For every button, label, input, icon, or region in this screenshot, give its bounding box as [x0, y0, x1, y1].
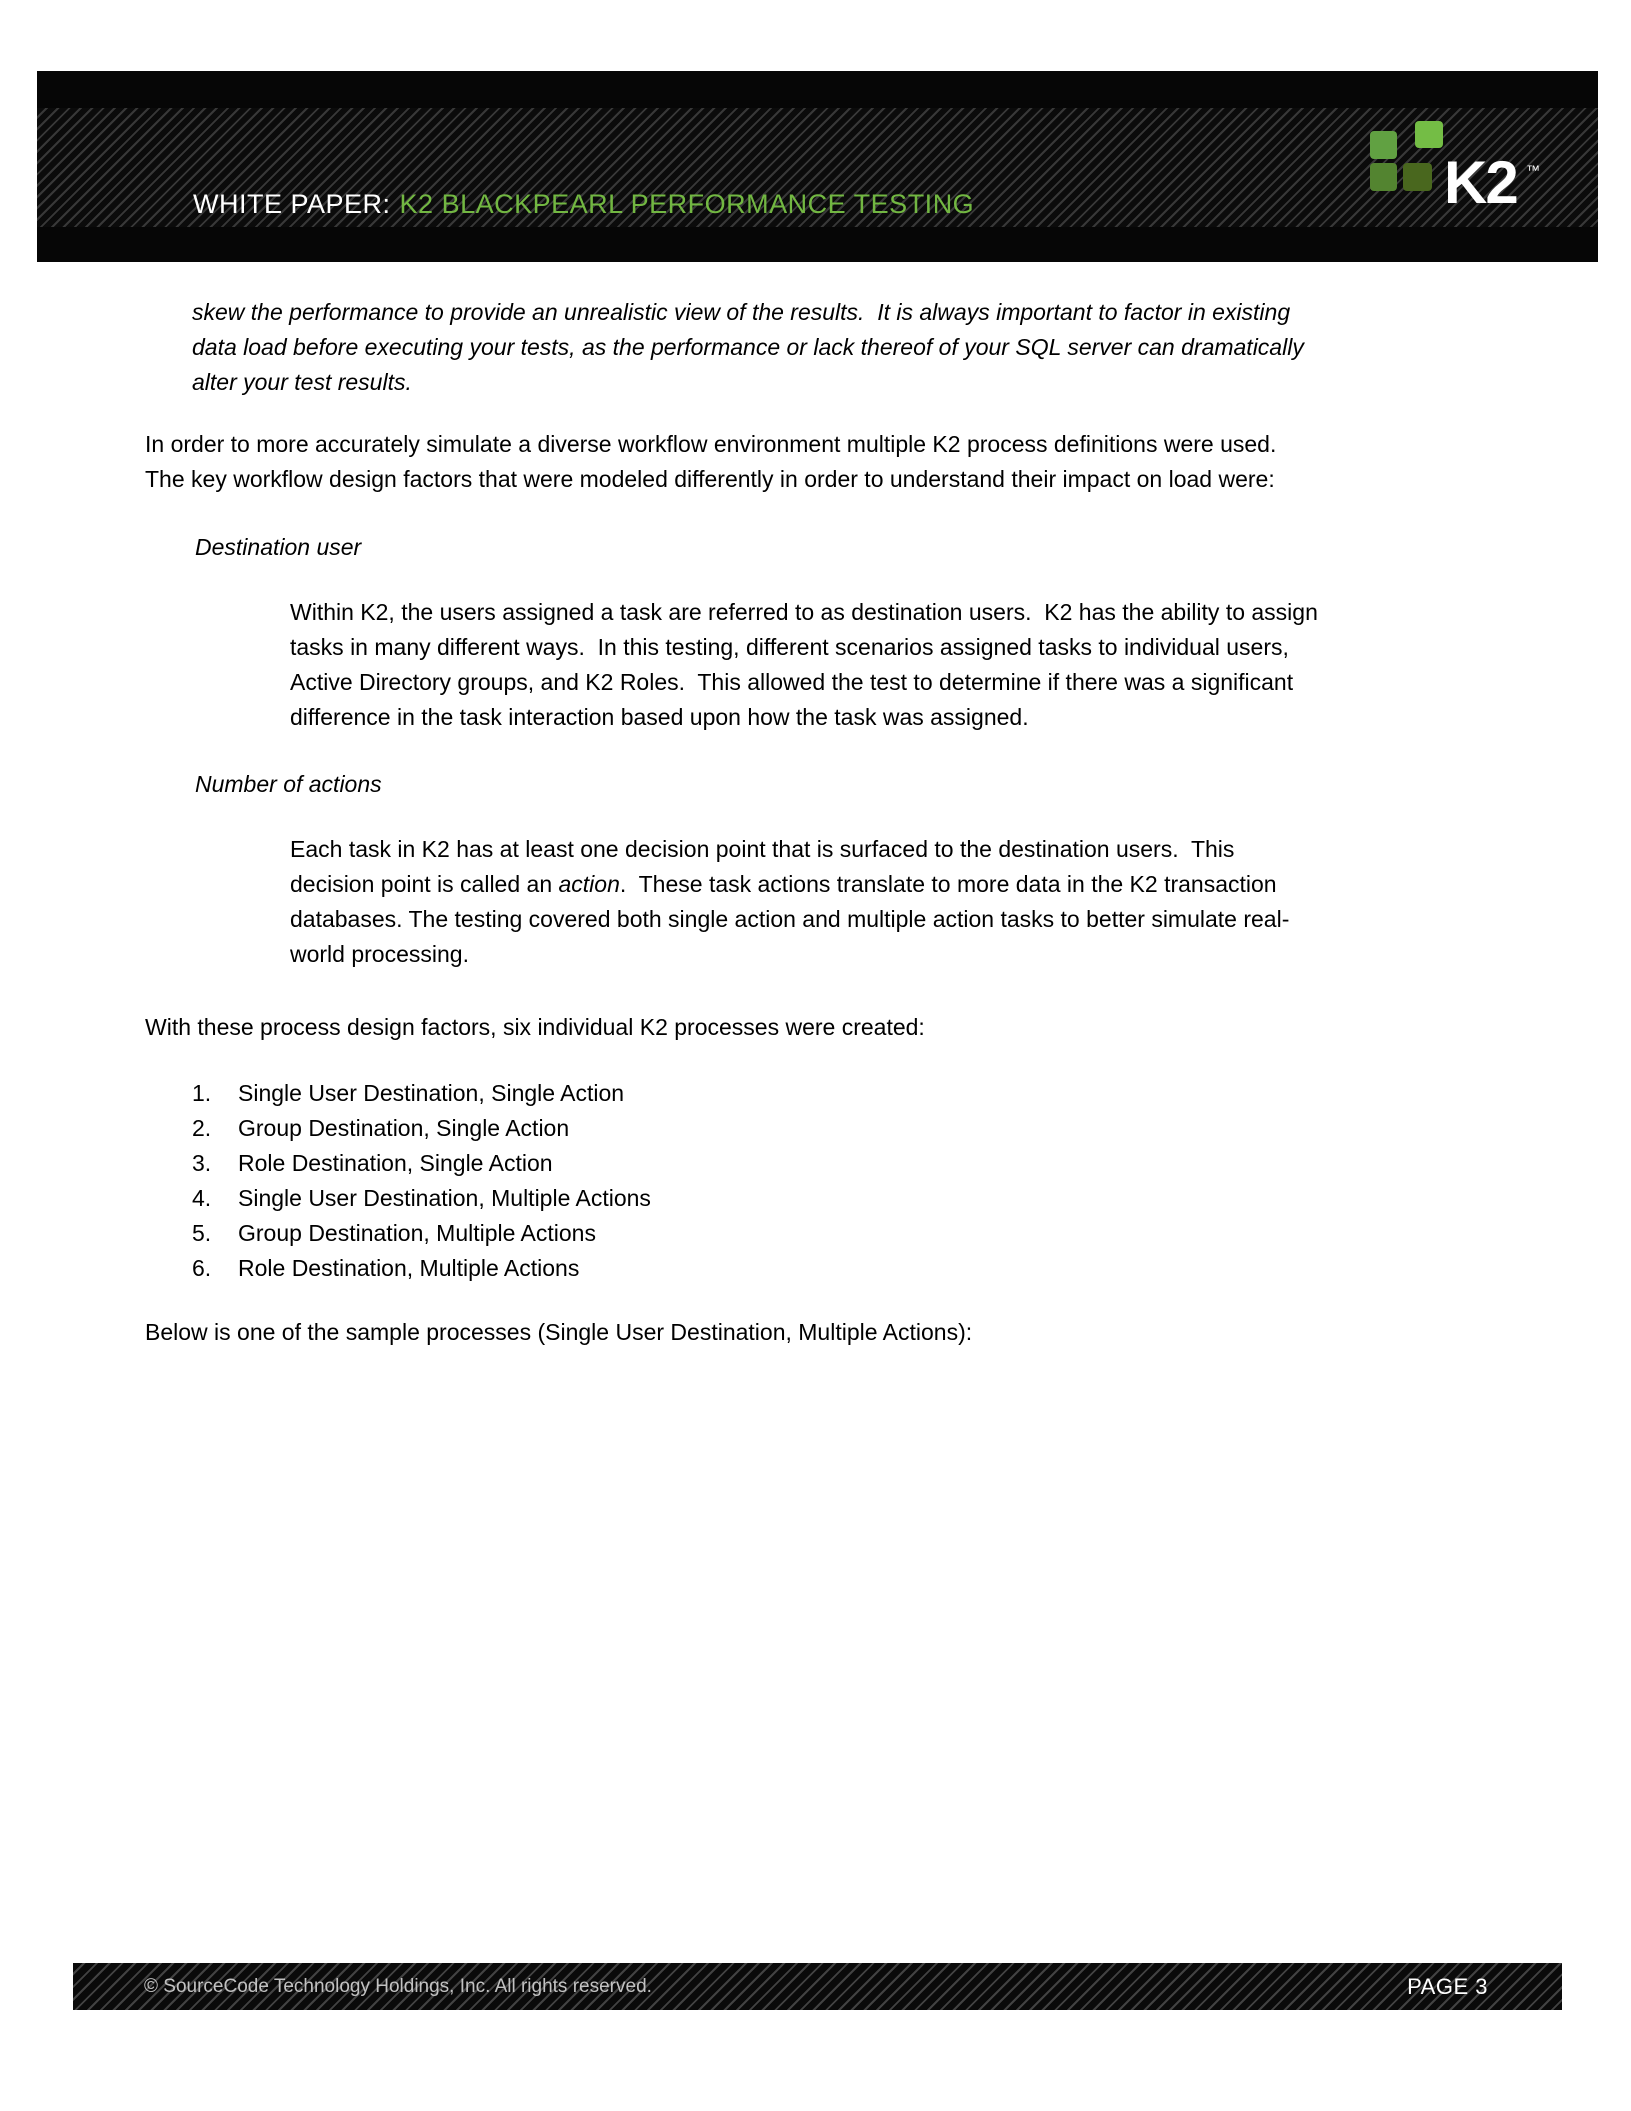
- processes-created-paragraph: With these process design factors, six individual K2 processes were created:: [145, 1014, 925, 1040]
- list-text: Role Destination, Single Action: [238, 1150, 553, 1176]
- title-prefix: WHITE PAPER:: [193, 189, 391, 219]
- text-line: Within K2, the users assigned a task are referred to as destination users. K2 has the ability to assign: [290, 599, 1318, 625]
- italic-term: action: [558, 871, 620, 897]
- list-number: 2.: [192, 1115, 212, 1141]
- text-line: difference in the task interaction based upon how the task was assigned.: [290, 704, 1029, 730]
- list-item: [192, 1076, 651, 1111]
- text-line: skew the performance to provide an unrealistic view of the results. It is always important to factor in existing: [192, 299, 1291, 325]
- text-line: tasks in many different ways. In this testing, different scenarios assigned tasks to individual users,: [290, 634, 1289, 660]
- list-item: [192, 1251, 651, 1286]
- list-text: Single User Destination, Single Action: [238, 1080, 625, 1106]
- list-text: Group Destination, Multiple Actions: [238, 1220, 596, 1246]
- list-item: [192, 1146, 651, 1181]
- list-item: [192, 1111, 651, 1146]
- list-number: 1.: [192, 1080, 212, 1106]
- list-number: 4.: [192, 1185, 212, 1211]
- list-text: Role Destination, Multiple Actions: [238, 1255, 580, 1281]
- text-line: The key workflow design factors that were modeled differently in order to understand their impact on load were:: [145, 466, 1275, 492]
- text-line: [290, 867, 1289, 902]
- text-line: databases. The testing covered both single action and multiple action tasks to better simulate real-: [290, 906, 1290, 932]
- list-number: 6.: [192, 1255, 212, 1281]
- text-line: data load before executing your tests, as the performance or lack thereof of your SQL server can dramatically: [192, 334, 1304, 360]
- footer-banner: [73, 1963, 1562, 2010]
- copyright-notice: © SourceCode Technology Holdings, Inc. All rights reserved.: [144, 1975, 652, 1997]
- text-line: alter your test results.: [192, 369, 412, 395]
- page-title: [145, 164, 974, 245]
- intro-italic-paragraph: [192, 295, 1304, 400]
- destination-user-paragraph: [290, 595, 1318, 735]
- k2-logo-square-icon: [1370, 131, 1397, 159]
- text-line: Active Directory groups, and K2 Roles. This allowed the test to determine if there was a significant: [290, 669, 1294, 695]
- number-of-actions-heading: Number of actions: [195, 771, 382, 797]
- process-list: [192, 1076, 651, 1286]
- list-item: [192, 1181, 651, 1216]
- k2-logo-square-icon: [1403, 163, 1432, 191]
- list-item: [192, 1216, 651, 1251]
- k2-logo-wordmark: K2: [1444, 149, 1517, 216]
- text-segment: . These task actions translate to more data in the K2 transaction: [619, 871, 1277, 897]
- text-line: Each task in K2 has at least one decision point that is surfaced to the destination users. This: [290, 836, 1235, 862]
- text-segment: decision point is called an: [290, 871, 559, 897]
- workflow-paragraph: [145, 427, 1276, 497]
- trademark-symbol: ™: [1526, 162, 1540, 178]
- text-line: In order to more accurately simulate a diverse workflow environment multiple K2 process definitions were used.: [145, 431, 1277, 457]
- list-number: 3.: [192, 1150, 212, 1176]
- k2-logo-square-icon: [1415, 121, 1443, 148]
- destination-user-heading: Destination user: [195, 534, 362, 560]
- title-main: K2 BLACKPEARL PERFORMANCE TESTING: [399, 189, 975, 219]
- k2-logo-square-icon: [1370, 163, 1397, 191]
- text-line: world processing.: [290, 941, 469, 967]
- number-of-actions-paragraph: [290, 832, 1289, 972]
- page-number: PAGE 3: [1407, 1973, 1488, 1999]
- list-number: 5.: [192, 1220, 212, 1246]
- sample-process-paragraph: Below is one of the sample processes (Single User Destination, Multiple Actions):: [145, 1319, 973, 1345]
- header-banner: [37, 71, 1598, 262]
- list-text: Single User Destination, Multiple Actions: [238, 1185, 651, 1211]
- list-text: Group Destination, Single Action: [238, 1115, 570, 1141]
